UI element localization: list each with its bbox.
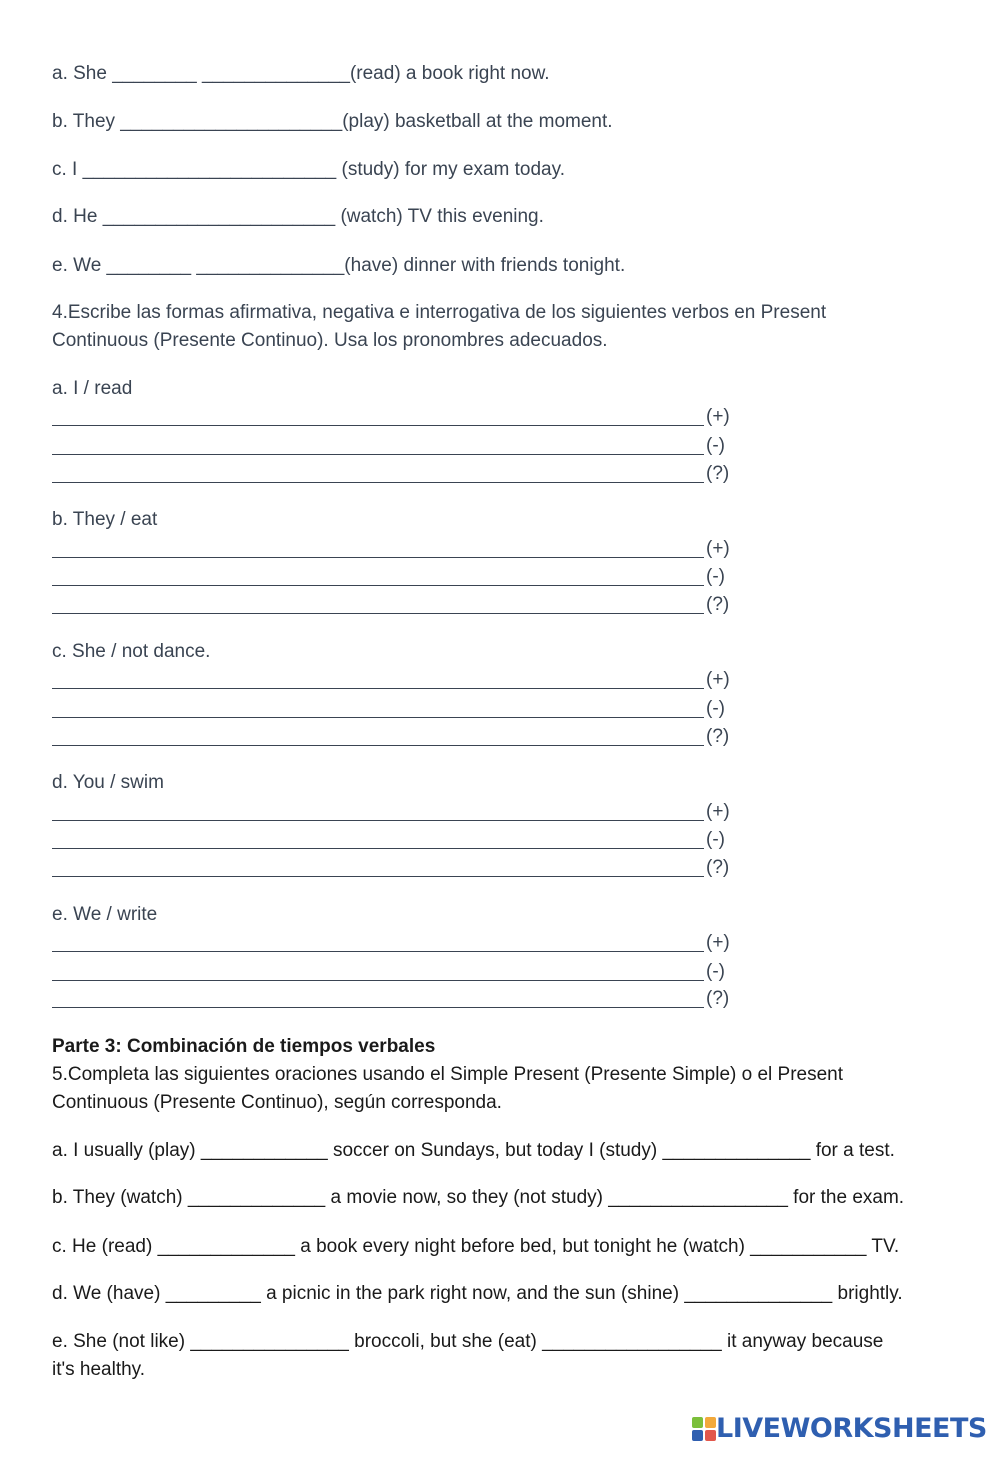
- exercise-item: a. She ________ ______________(read) a book right now.: [52, 63, 550, 84]
- exercise4-instruction: Continuous (Presente Continuo). Usa los pronombres adecuados.: [52, 330, 608, 351]
- exercise-item: b. They (watch) _____________ a movie now, so they (not study) _________________ for the exam.: [52, 1187, 905, 1208]
- question-marker: (?): [706, 726, 730, 747]
- affirmative-marker: (+): [706, 669, 730, 690]
- answer-line-affirmative[interactable]: [52, 424, 704, 426]
- logo-text: LIVEWORKSHEETS: [716, 1413, 987, 1444]
- negative-marker: (-): [706, 829, 725, 850]
- answer-line-negative[interactable]: [52, 716, 704, 718]
- question-marker: (?): [706, 463, 730, 484]
- answer-line-question[interactable]: [52, 744, 704, 746]
- affirmative-marker: (+): [706, 932, 730, 953]
- verb-prompt: c. She / not dance.: [52, 641, 211, 662]
- question-marker: (?): [706, 988, 730, 1009]
- verb-prompt: e. We / write: [52, 904, 158, 925]
- exercise-item: c. He (read) _____________ a book every night before bed, but tonight he (watch) ___________ TV.: [52, 1236, 900, 1257]
- negative-marker: (-): [706, 961, 725, 982]
- answer-line-negative[interactable]: [52, 979, 704, 981]
- answer-line-negative[interactable]: [52, 847, 704, 849]
- answer-line-question[interactable]: [52, 481, 704, 483]
- answer-line-negative[interactable]: [52, 584, 704, 586]
- exercise-item: d. He ______________________ (watch) TV this evening.: [52, 206, 544, 227]
- answer-line-question[interactable]: [52, 612, 704, 614]
- question-marker: (?): [706, 594, 730, 615]
- logo-blocks-icon: [692, 1417, 716, 1441]
- answer-line-affirmative[interactable]: [52, 556, 704, 558]
- negative-marker: (-): [706, 435, 725, 456]
- negative-marker: (-): [706, 698, 725, 719]
- question-marker: (?): [706, 857, 730, 878]
- exercise-item: e. She (not like) _______________ broccoli, but she (eat) _________________ it anyway because: [52, 1331, 884, 1352]
- verb-prompt: a. I / read: [52, 378, 133, 399]
- exercise5-instruction: Continuous (Presente Continuo), según corresponda.: [52, 1092, 502, 1113]
- exercise-item-continuation: it's healthy.: [52, 1359, 146, 1380]
- exercise5-instruction: 5.Completa las siguientes oraciones usando el Simple Present (Presente Simple) o el Present: [52, 1064, 844, 1085]
- affirmative-marker: (+): [706, 801, 730, 822]
- exercise-item: b. They _____________________(play) basketball at the moment.: [52, 111, 613, 132]
- verb-prompt: d. You / swim: [52, 772, 164, 793]
- exercise-item: c. I ________________________ (study) for my exam today.: [52, 159, 565, 180]
- negative-marker: (-): [706, 566, 725, 587]
- liveworksheets-logo: [692, 1413, 987, 1444]
- answer-line-question[interactable]: [52, 1006, 704, 1008]
- exercise-item: a. I usually (play) ____________ soccer on Sundays, but today I (study) ______________ for a test.: [52, 1140, 895, 1161]
- affirmative-marker: (+): [706, 406, 730, 427]
- answer-line-question[interactable]: [52, 875, 704, 877]
- answer-line-affirmative[interactable]: [52, 950, 704, 952]
- exercise-item: e. We ________ ______________(have) dinner with friends tonight.: [52, 255, 626, 276]
- verb-prompt: b. They / eat: [52, 509, 158, 530]
- answer-line-affirmative[interactable]: [52, 819, 704, 821]
- answer-line-negative[interactable]: [52, 453, 704, 455]
- section-title: Parte 3: Combinación de tiempos verbales: [52, 1036, 436, 1057]
- exercise4-instruction: 4.Escribe las formas afirmativa, negativa e interrogativa de los siguientes verbos en Present: [52, 302, 827, 323]
- answer-line-affirmative[interactable]: [52, 687, 704, 689]
- affirmative-marker: (+): [706, 538, 730, 559]
- exercise-item: d. We (have) _________ a picnic in the park right now, and the sun (shine) ______________ brightly.: [52, 1283, 903, 1304]
